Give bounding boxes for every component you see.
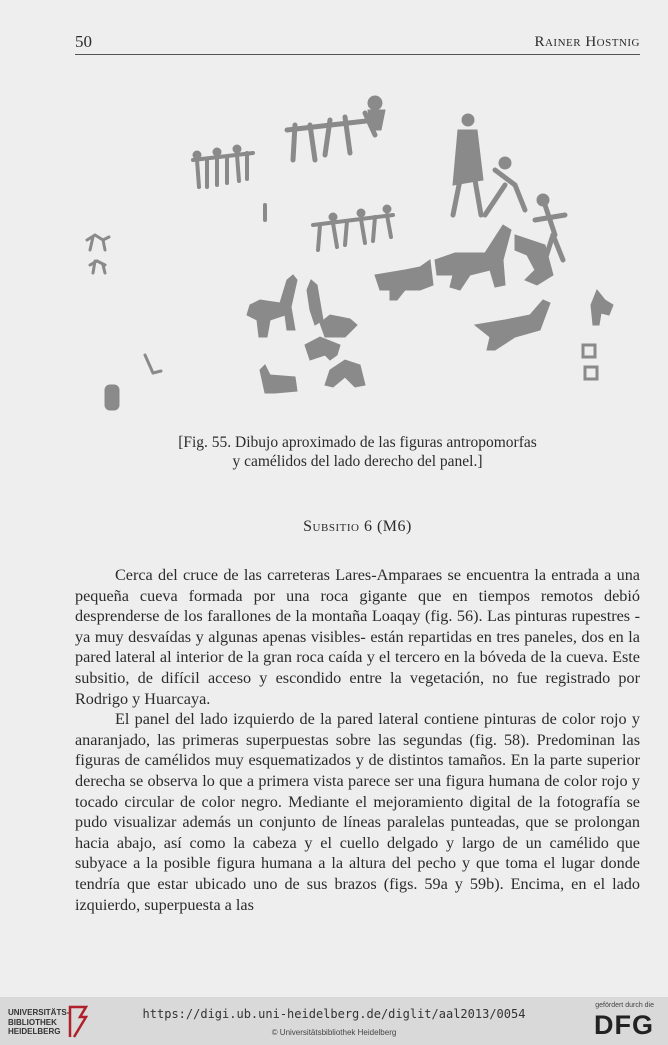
library-name-line: UNIVERSITÄTS- — [8, 1008, 70, 1017]
paragraph: Cerca del cruce de las carreteras Lares-Amparaes se encuentra la entrada a una pequeña cueva formada por una roca gigante que en tiempos remotos debió desprenderse de los farallones de la montaña Loaqay (fig. 56). Las pinturas rupestres -ya muy desvaídas y algunas apenas visibles- están repartidas en tres paneles, dos en la pared lateral al interior de la gran roca caída y el tercero en la bóveda de la cueva. Este subsitio, de difícil acceso y escondido entre la vegetación, no fue registrado por Rodrigo y Huarcaya. — [75, 566, 640, 708]
human-figure-group-middle — [265, 205, 393, 250]
library-name-line: BIBLIOTHEK — [8, 1017, 57, 1027]
copyright-notice: © Universitätsbibliothek Heidelberg — [271, 1028, 397, 1037]
funding-note: gefördert durch die — [595, 1002, 654, 1009]
figure-caption — [75, 433, 640, 471]
human-figure-group-top — [287, 113, 375, 160]
paragraph: El panel del lado izquierdo de la pared lateral contiene pinturas de color rojo y anaranjado, las primeras superpuestas sobre las segundas (fig. 58). Predominan las figuras de camélidos muy esquematizados y de distintos tamaños. En la parte superior derecha se observa lo que a primera vista parece ser una figura humana de color rojo y tocado circular de color negro. Mediante el mejoramiento digital de la fotografía se pudo visualizar además un conjunto de líneas paralelas punteadas, que se prolongan hacia abajo, así como la cabeza y el cuello delgado y largo de un camélido que subyace a la posible figura humana a la altura del pecho y que toma el lugar donde tendría que estar ubicado uno de sus brazos (figs. 59a y 59b). Encima, en el lado izquierdo, superpuesta a las — [75, 710, 640, 914]
dfg-logo[interactable]: DFG — [594, 1010, 654, 1040]
section-title: Subsitio 6 (M6) — [303, 518, 412, 535]
document-url-link[interactable]: https://digi.ub.uni-heidelberg.de/diglit/aal2013/0054 — [142, 1007, 526, 1021]
rock-art-figure — [75, 75, 640, 435]
page-number: 50 — [75, 32, 92, 51]
library-name-line: HEIDELBERG — [8, 1027, 61, 1036]
rock-art-drawing — [75, 75, 640, 435]
viewer-footer — [0, 997, 668, 1045]
caption-line: [Fig. 55. Dibujo aproximado de las figuras antropomorfas — [178, 434, 537, 451]
caption-line: y camélidos del lado derecho del panel.] — [232, 453, 483, 470]
human-figure-group-left — [193, 153, 253, 187]
small-animal-left — [87, 235, 109, 273]
body-text — [75, 565, 640, 915]
running-head: Rainer Hostnig — [534, 34, 640, 50]
page-header — [75, 32, 640, 55]
